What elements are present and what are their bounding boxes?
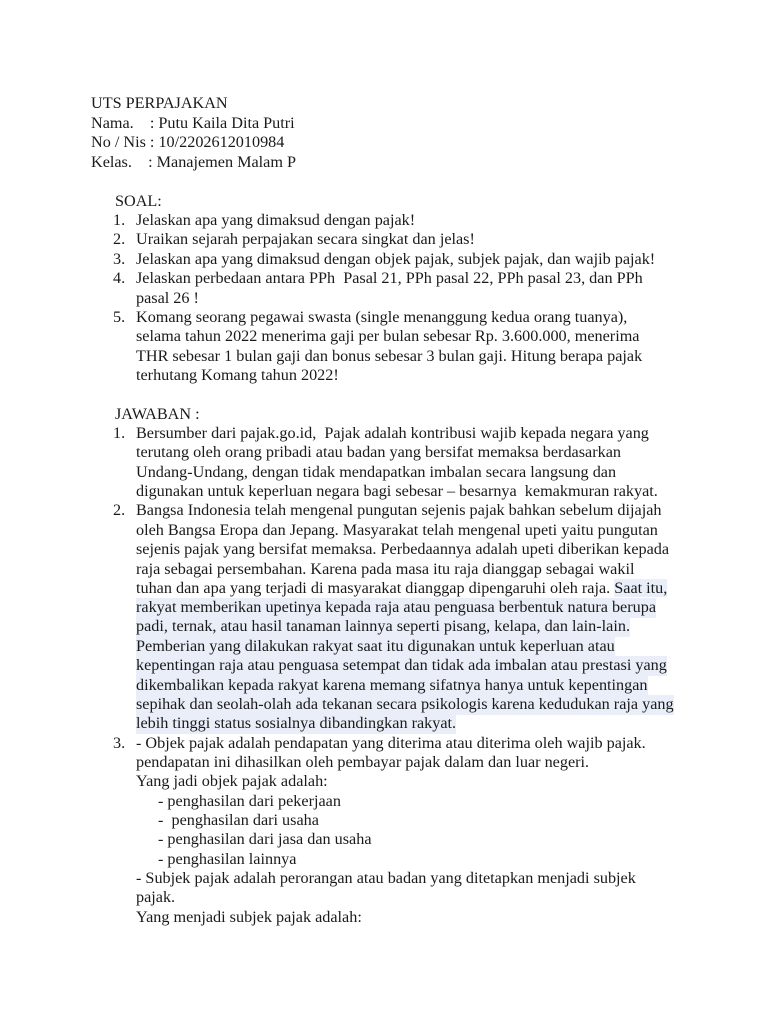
soal-line: Jelaskan apa yang dimaksud dengan objek pajak, subjek pajak, dan wajib pajak! <box>136 250 656 268</box>
jawaban-line: Yang jadi objek pajak adalah: <box>136 772 328 790</box>
highlighted-line: lebih tinggi status sosialnya dibandingkan rakyat. <box>136 714 457 732</box>
soal-number: 4. <box>113 269 126 287</box>
jawaban-line: pajak. <box>136 888 176 906</box>
soal-line: selama tahun 2022 menerima gaji per bulan sebesar Rp. 3.600.000, menerima <box>136 327 640 345</box>
objek-list-item: - penghasilan lainnya <box>158 850 297 868</box>
jawaban-line: - Subjek pajak adalah perorangan atau badan yang ditetapkan menjadi subjek <box>136 869 636 887</box>
highlighted-line: padi, ternak, atau hasil tanaman lainnya seperti pisang, kelapa, dan lain-lain. <box>136 617 630 635</box>
highlighted-line: kepentingan raja atau penguasa setempat dan tidak ada imbalan atau prestasi yang <box>136 656 667 674</box>
document-title: UTS PERPAJAKAN <box>91 94 228 112</box>
jawaban-line: Yang menjadi subjek pajak adalah: <box>136 908 362 926</box>
objek-list-item: - penghasilan dari pekerjaan <box>158 792 341 810</box>
jawaban-number: 3. <box>113 734 126 752</box>
soal-line: Uraikan sejarah perpajakan secara singkat dan jelas! <box>136 230 475 248</box>
soal-line: Jelaskan apa yang dimaksud dengan pajak! <box>136 211 416 229</box>
highlighted-text: Saat itu, <box>614 579 668 597</box>
jawaban-line: pendapatan ini dihasilkan oleh pembayar pajak dalam dan luar negeri. <box>136 753 590 771</box>
student-name: Nama. : Putu Kaila Dita Putri <box>91 114 295 132</box>
jawaban-line: sejenis pajak yang bersifat memaksa. Perbedaannya adalah upeti diberikan kepada <box>136 540 670 558</box>
objek-list-item: - penghasilan dari jasa dan usaha <box>158 830 372 848</box>
soal-number: 5. <box>113 308 126 326</box>
soal-number: 3. <box>113 250 126 268</box>
jawaban-line: oleh Bangsa Eropa dan Jepang. Masyarakat telah mengenal upeti yaitu pungutan <box>136 521 658 539</box>
jawaban-line: - Objek pajak adalah pendapatan yang diterima atau diterima oleh wajib pajak. <box>136 734 646 752</box>
highlighted-line: dikembalikan kepada rakyat karena memang sifatnya hanya untuk kepentingan <box>136 676 648 694</box>
jawaban-number: 1. <box>113 424 126 442</box>
soal-number: 2. <box>113 230 126 248</box>
soal-line: pasal 26 ! <box>136 289 199 307</box>
jawaban-line: terutang oleh orang pribadi atau badan yang bersifat memaksa berdasarkan <box>136 443 621 461</box>
jawaban-line-plain: tuhan dan apa yang terjadi di masyarakat dianggap dipengaruhi oleh raja. <box>136 579 615 597</box>
highlighted-line: rakyat memberikan upetinya kepada raja atau penguasa berbentuk natura berupa <box>136 598 657 616</box>
highlighted-line: Pemberian yang dilakukan rakyat saat itu digunakan untuk keperluan atau <box>136 637 615 655</box>
soal-number: 1. <box>113 211 126 229</box>
jawaban-line: Undang-Undang, dengan tidak mendapatkan imbalan secara langsung dan <box>136 463 617 481</box>
soal-heading: SOAL: <box>115 192 162 210</box>
student-class: Kelas. : Manajemen Malam P <box>91 153 296 171</box>
objek-list-item: - penghasilan dari usaha <box>158 811 319 829</box>
jawaban-heading: JAWABAN : <box>115 405 200 423</box>
jawaban-line: raja sebagai persembahan. Karena pada masa itu raja dianggap sebagai wakil <box>136 560 635 578</box>
jawaban-line: Bersumber dari pajak.go.id, Pajak adalah kontribusi wajib kepada negara yang <box>136 424 649 442</box>
jawaban-line: digunakan untuk keperluan negara bagi sebesar – besarnya kemakmuran rakyat. <box>136 482 658 500</box>
jawaban-number: 2. <box>113 501 126 519</box>
soal-line: Komang seorang pegawai swasta (single menanggung kedua orang tuanya), <box>136 308 628 326</box>
jawaban-line <box>136 579 667 599</box>
student-nis: No / Nis : 10/2202612010984 <box>91 133 285 151</box>
highlighted-line: sepihak dan seolah-olah ada tekanan secara psikologis karena kedudukan raja yang <box>136 695 674 713</box>
jawaban-line: Bangsa Indonesia telah mengenal pungutan sejenis pajak bahkan sebelum dijajah <box>136 501 662 519</box>
soal-line: Jelaskan perbedaan antara PPh Pasal 21, PPh pasal 22, PPh pasal 23, dan PPh <box>136 269 643 287</box>
soal-line: terhutang Komang tahun 2022! <box>136 366 339 384</box>
soal-line: THR sebesar 1 bulan gaji dan bonus sebesar 3 bulan gaji. Hitung berapa pajak <box>136 347 643 365</box>
